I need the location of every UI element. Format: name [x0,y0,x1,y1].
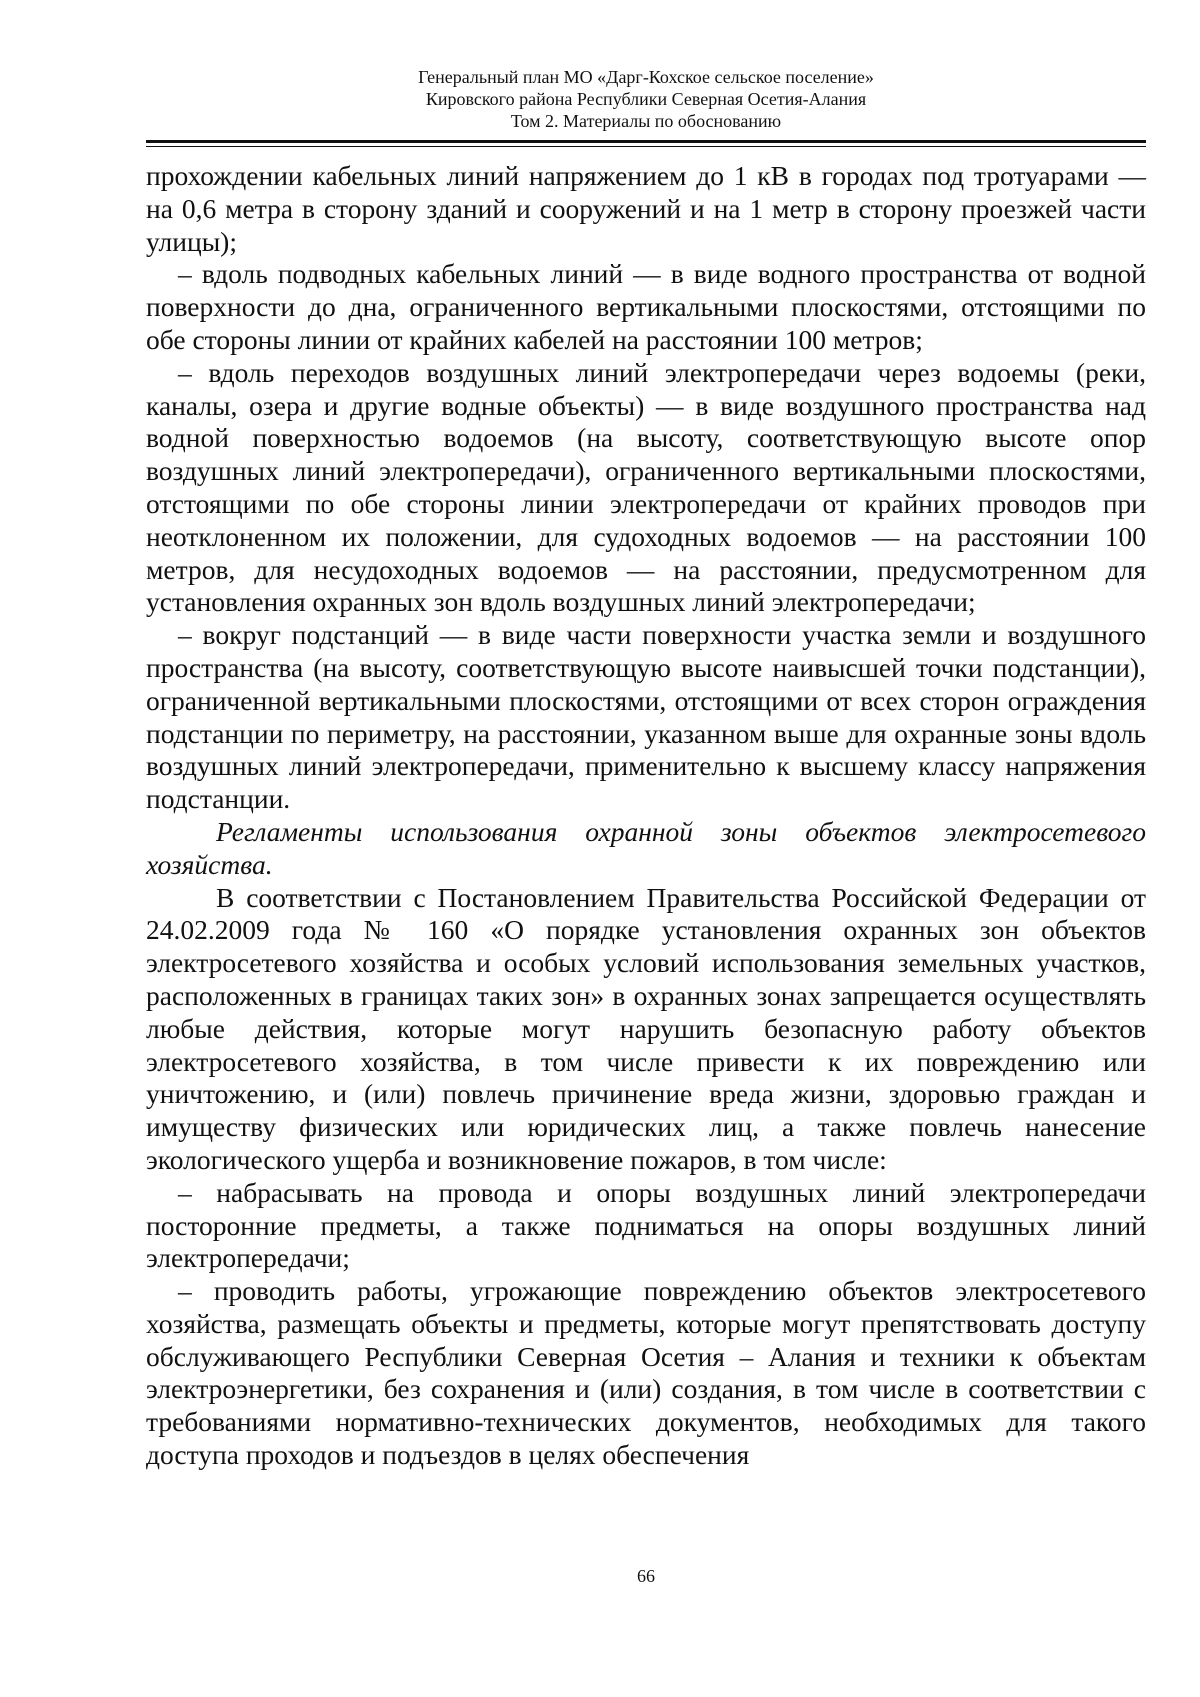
header-rule-thick [146,140,1146,143]
page-number: 66 [637,1566,655,1586]
header-line-3: Том 2. Материалы по обоснованию [510,111,782,131]
paragraph-underwater-cables: – вдоль подводных кабельных линий — в виде водного пространства от водной поверхности до дна, ограниченного вертикальными плоскостями, отстоящими по обе стороны линии от крайних кабелей на расстоянии 100 метров; [146,258,1146,355]
header-line-2: Кировского района Республики Северная Осетия-Алания [425,89,867,109]
paragraph-continuation: прохождении кабельных линий напряжением до 1 кВ в городах под тротуарами — на 0,6 метра в сторону зданий и сооружений и на 1 метр в сторону проезжей части улицы); [146,160,1146,257]
document-header [146,66,1146,132]
header-line-1: Генеральный план МО «Дарг-Кохское сельское поселение» [418,67,874,87]
header-rule-thin [146,146,1146,147]
paragraph-water-crossings: – вдоль переходов воздушных линий электропередачи через водоемы (реки, каналы, озера и другие водные объекты) — в виде воздушного пространства над водной поверхностью водоемов (на высоту, соответствующую высоте опор воздушных линий электропередачи), ограниченного вертикальными плоскостями, отстоящими по обе стороны линии электропередачи от крайних проводов при неотклоненном их положении, для судоходных водоемов — на расстоянии 100 метров, для несудоходных водоемов — на расстоянии, предусмотренном для установления охранных зон вдоль воздушных линий электропередачи; [146,356,1146,618]
paragraph-prohibition-2: – проводить работы, угрожающие повреждению объектов электросетевого хозяйства, размещать объекты и предметы, которые могут препятствовать доступу обслуживающего Республики Северная Осетия – Алания и техники к объектам электроэнергетики, без сохранения и (или) создания, в том числе в соответствии с требованиями нормативно-технических документов, необходимых для такого доступа проходов и подъездов в целях обеспечения [146,1275,1146,1471]
document-body [146,160,1146,1472]
paragraph-prohibition-1: – набрасывать на провода и опоры воздушных линий электропередачи посторонние предметы, а также подниматься на опоры воздушных линий электропередачи; [146,1176,1146,1274]
paragraph-substations: – вокруг подстанций — в виде части поверхности участка земли и воздушного пространства (на высоту, соответствующую высоте наивысшей точки подстанции), ограниченной вертикальными плоскостями, отстоящими от всех сторон ограждения подстанции по периметру, на расстоянии, указанном выше для охранные зоны вдоль воздушных линий электропередачи, применительно к высшему классу напряжения подстанции. [146,619,1146,815]
section-heading-regulations: Регламенты использования охранной зоны объектов электросетевого хозяйства. [146,815,1146,880]
paragraph-decree: В соответствии с Постановлением Правительства Российской Федерации от 24.02.2009 года № 160 «О порядке установления охранных зон объектов электросетевого хозяйства и особых условий использования земельных участков, расположенных в границах таких зон» в охранных зонах запрещается осуществлять любые действия, которые могут нарушить безопасную работу объектов электросетевого хозяйства, в том числе привести к их повреждению или уничтожению, и (или) повлечь причинение вреда жизни, здоровью граждан и имуществу физических или юридических лиц, а также повлечь нанесение экологического ущерба и возникновение пожаров, в том числе: [146,881,1146,1175]
